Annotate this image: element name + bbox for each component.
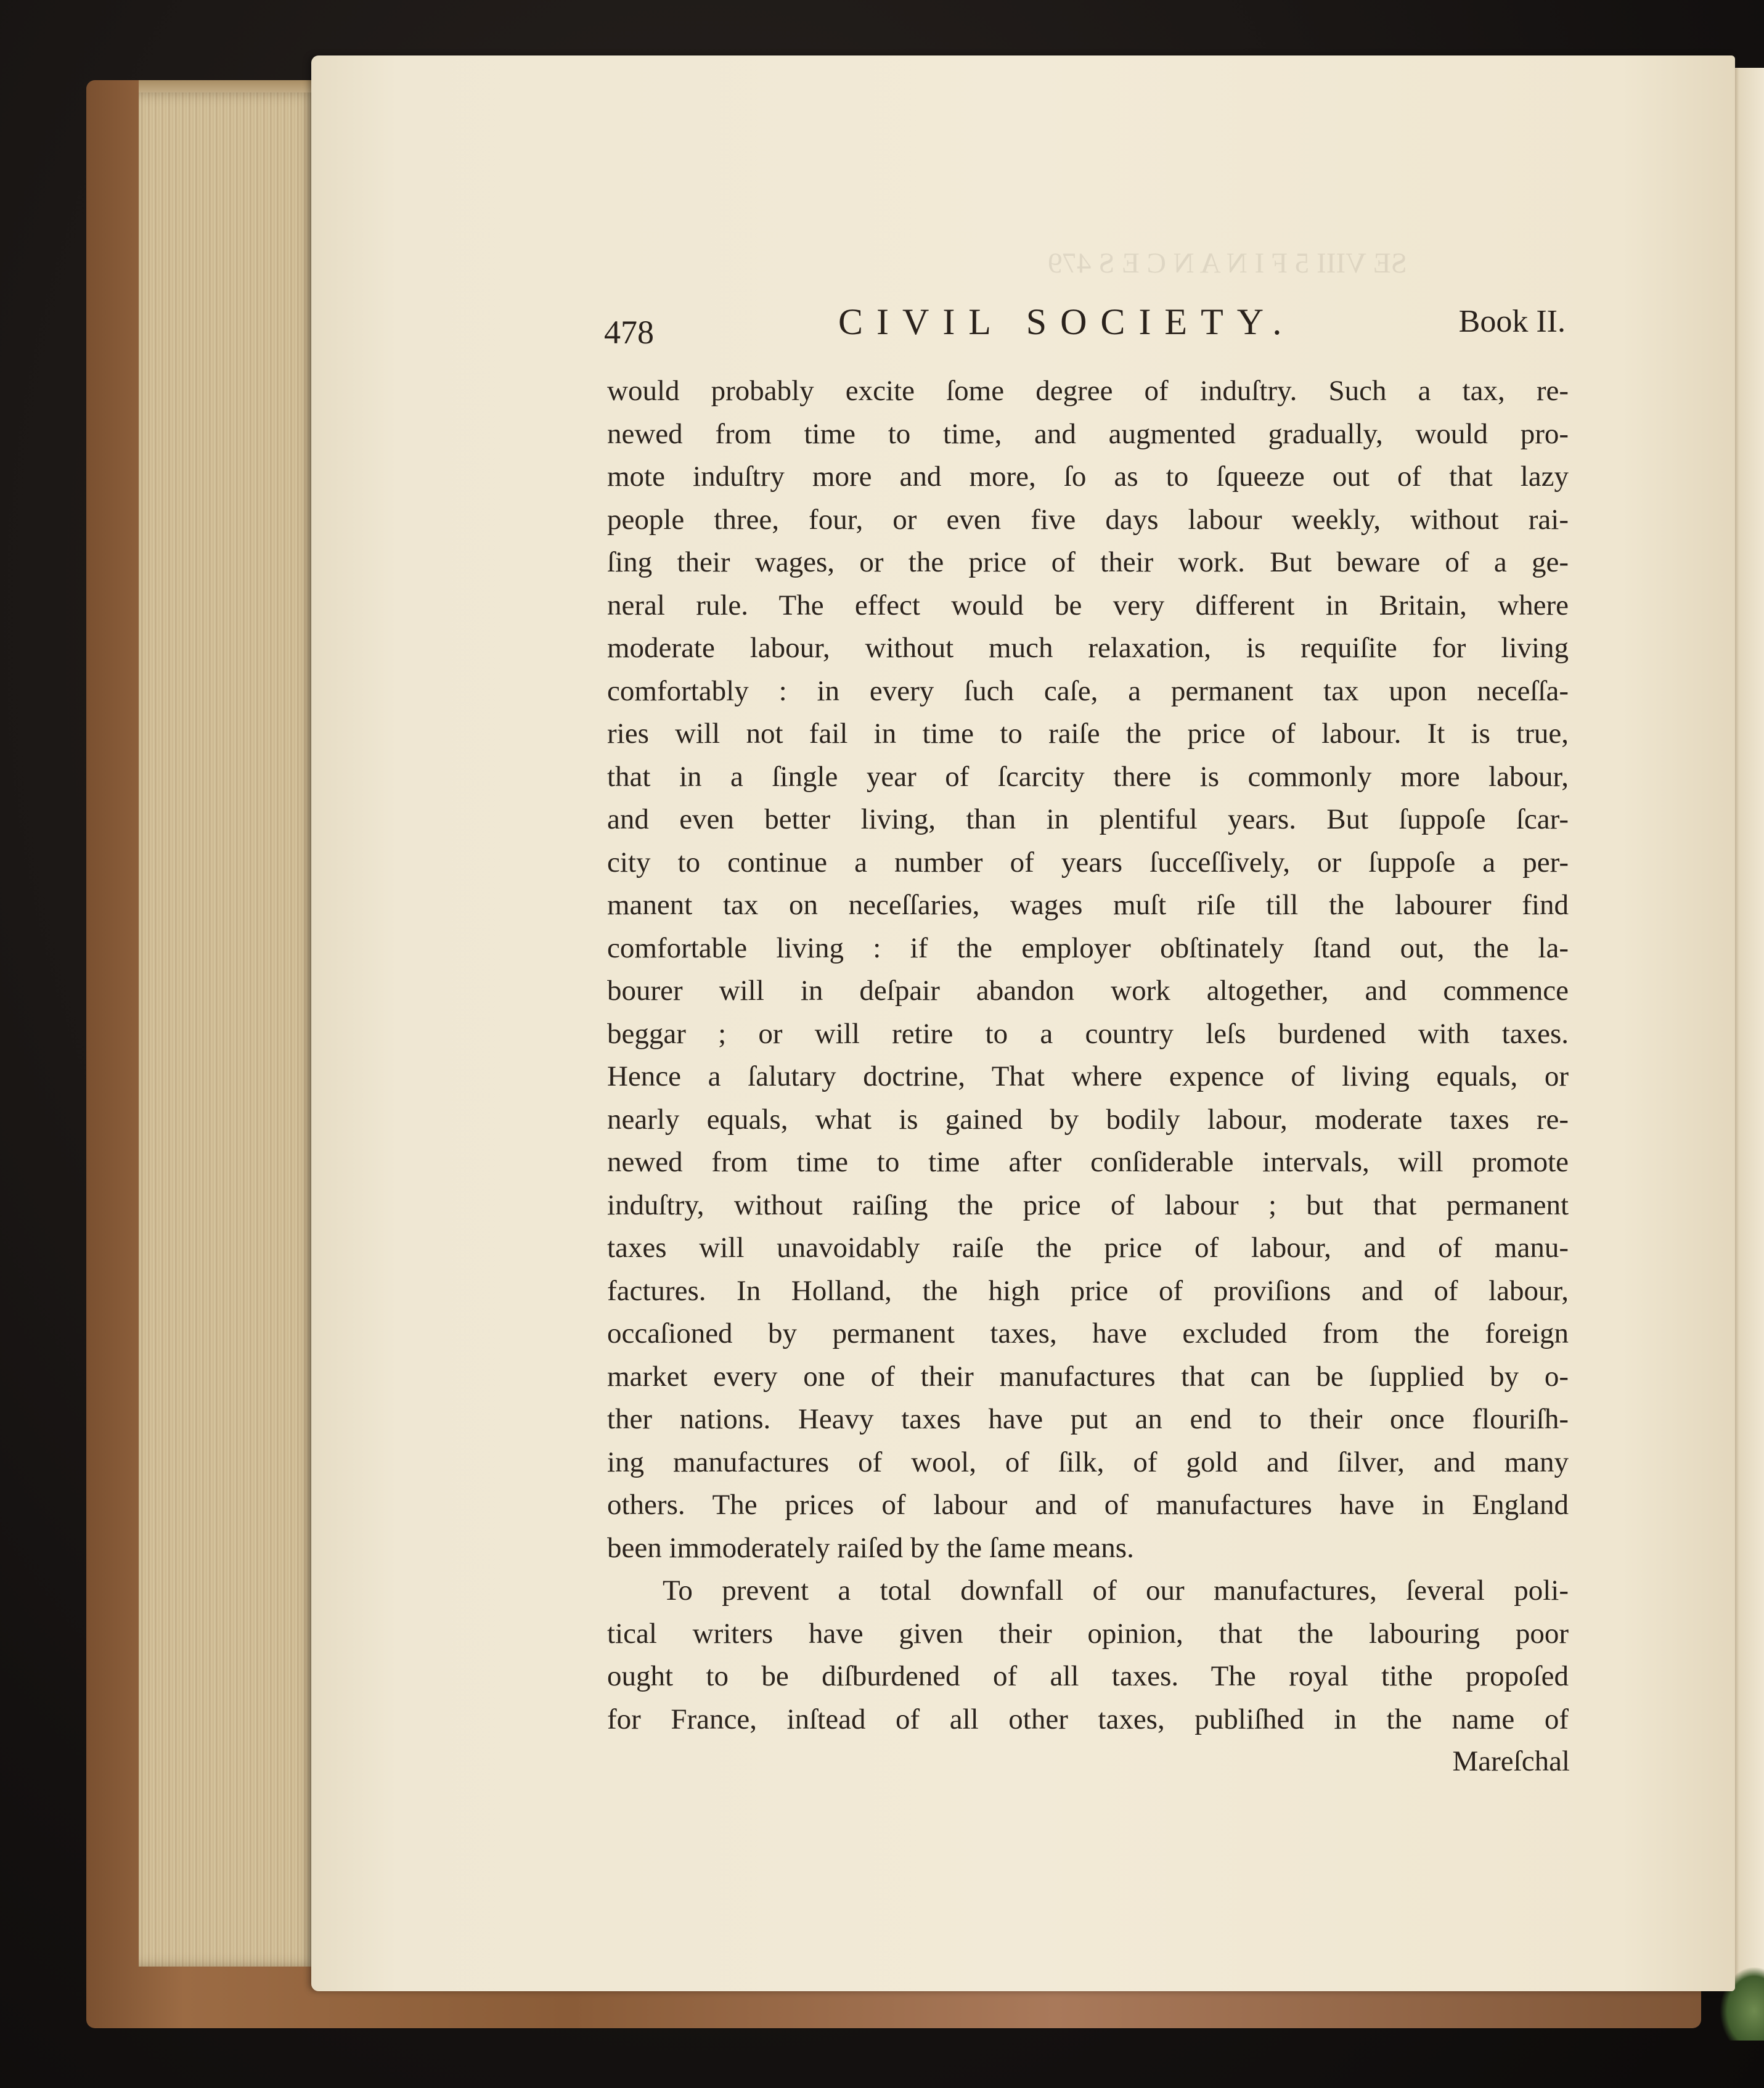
- text-line: mote induſtry more and more, ſo as to ſqueeze out of that lazy: [607, 461, 1569, 493]
- text-line: been immoderately raiſed by the ſame means.: [607, 1531, 1134, 1564]
- text-line: market every one of their manufactures that can be ſupplied by o-: [607, 1360, 1569, 1393]
- text-line: ought to be diſburdened of all taxes. The royal tithe propoſed: [607, 1660, 1569, 1692]
- text-line: newed from time to time after conſiderable intervals, will promote: [607, 1146, 1569, 1178]
- text-line: and even better living, than in plentiful years. But ſuppoſe ſcar-: [607, 803, 1569, 835]
- paragraph-1: [607, 370, 1569, 1570]
- text-line: bourer will in deſpair abandon work altogether, and commence: [607, 975, 1569, 1007]
- page-number: 478: [604, 314, 654, 351]
- text-line: manent tax on neceſſaries, wages muſt riſe till the labourer find: [607, 889, 1569, 921]
- text-line: that in a ſingle year of ſcarcity there is commonly more labour,: [607, 760, 1569, 793]
- text-line: others. The prices of labour and of manufactures have in England: [607, 1489, 1569, 1521]
- text-line: for France, inſtead of all other taxes, publiſhed in the name of: [607, 1703, 1569, 1735]
- text-line: tical writers have given their opinion, that the labouring poor: [607, 1617, 1569, 1650]
- text-line: people three, four, or even five days labour weekly, without rai-: [607, 503, 1569, 536]
- paragraph-2: [607, 1570, 1569, 1741]
- text-line: comfortably : in every ſuch caſe, a permanent tax upon neceſſa-: [607, 674, 1569, 707]
- text-line: moderate labour, without much relaxation, is requiſite for living: [607, 632, 1569, 664]
- text-line: comfortable living : if the employer obſtinately ſtand out, the la-: [607, 931, 1569, 964]
- text-line: ſing their wages, or the price of their work. But beware of a ge-: [607, 546, 1569, 578]
- text-line: newed from time to time, and augmented gradually, would pro-: [607, 417, 1569, 450]
- running-header: [604, 301, 1566, 350]
- text-line: beggar ; or will retire to a country leſs burdened with taxes.: [607, 1017, 1569, 1050]
- body-text: [607, 370, 1569, 1741]
- text-line: taxes will unavoidably raiſe the price of labour, and of manu-: [607, 1232, 1569, 1264]
- text-line: would probably excite ſome degree of induſtry. Such a tax, re-: [607, 375, 1569, 407]
- text-line: induſtry, without raiſing the price of labour ; but that permanent: [607, 1189, 1569, 1221]
- text-line: factures. In Holland, the high price of proviſions and of labour,: [607, 1274, 1569, 1307]
- book-label: Book II.: [1458, 304, 1566, 339]
- text-line: city to continue a number of years ſucceſſively, or ſuppoſe a per-: [607, 846, 1569, 878]
- text-line: ing manufactures of wool, of ſilk, of gold and ſilver, and many: [607, 1446, 1569, 1478]
- text-line: nearly equals, what is gained by bodily labour, moderate taxes re-: [607, 1103, 1569, 1136]
- show-through: SE VIII 5 F I N A N C E S 479: [1048, 247, 1407, 279]
- text-line: ries will not fail in time to raiſe the price of labour. It is true,: [607, 718, 1569, 750]
- running-title: CIVIL SOCIETY.: [838, 301, 1296, 342]
- text-line: ther nations. Heavy taxes have put an end to their once flouriſh-: [607, 1403, 1569, 1435]
- text-line: neral rule. The effect would be very different in Britain, where: [607, 589, 1569, 621]
- text-line: To prevent a total downfall of our manufactures, ſeveral poli-: [663, 1574, 1569, 1607]
- catchword: Mareſchal: [1452, 1745, 1570, 1777]
- page-block-edges: [139, 92, 317, 1967]
- text-line: occaſioned by permanent taxes, have excluded from the foreign: [607, 1317, 1569, 1349]
- text-line: Hence a ſalutary doctrine, That where expence of living equals, or: [607, 1060, 1569, 1092]
